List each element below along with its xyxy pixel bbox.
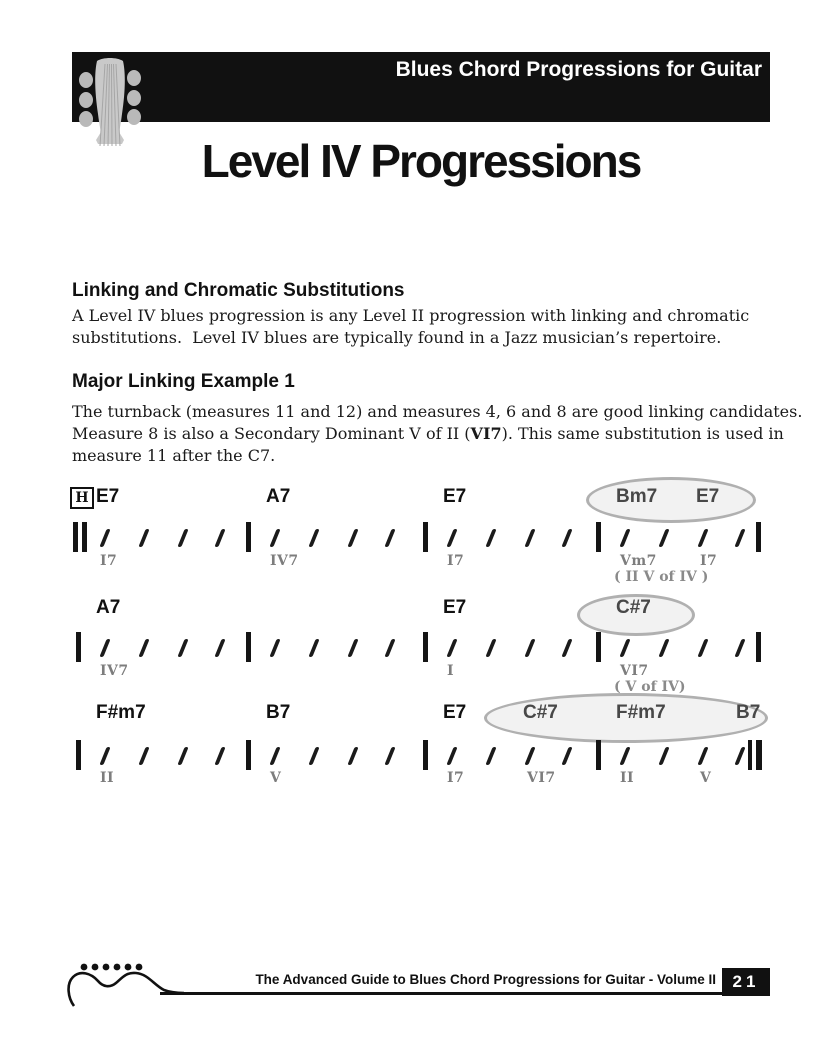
paragraph-text: substitutions. Level IV blues are typically found in a Jazz musician’s repertoire. bbox=[72, 328, 722, 347]
numeral-label: IV7 bbox=[270, 553, 299, 569]
rhythm-slash bbox=[446, 639, 457, 657]
barline bbox=[596, 632, 601, 662]
page-number: 21 bbox=[722, 968, 770, 996]
rhythm-slash bbox=[524, 529, 535, 547]
rhythm-slash bbox=[99, 747, 110, 765]
footer-rule bbox=[160, 992, 770, 995]
rhythm-slash bbox=[347, 639, 358, 657]
rhythm-slash bbox=[269, 529, 280, 547]
chord-label: B7 bbox=[266, 702, 291, 723]
rhythm-slash bbox=[619, 747, 630, 765]
annotation-label: ( V of IV) bbox=[614, 679, 686, 695]
rhythm-slash bbox=[485, 747, 496, 765]
numeral-label: I7 bbox=[100, 553, 118, 569]
rhythm-slash bbox=[269, 639, 280, 657]
annotation-label: ( II V of IV ) bbox=[614, 569, 709, 585]
footer-title: The Advanced Guide to Blues Chord Progressions for Guitar - Volume II bbox=[255, 972, 716, 987]
chord-label: E7 bbox=[443, 597, 467, 618]
numeral-label: V bbox=[270, 770, 282, 786]
numeral-label: Vm7 bbox=[620, 553, 657, 569]
barline bbox=[748, 740, 752, 770]
rhythm-slash bbox=[308, 747, 319, 765]
rhythm-slash bbox=[308, 639, 319, 657]
barline bbox=[423, 740, 428, 770]
chord-label: F#m7 bbox=[616, 702, 666, 723]
numeral-label: II bbox=[100, 770, 115, 786]
rhythm-slash bbox=[384, 747, 395, 765]
paragraph-text: ). This same substitution is used in bbox=[501, 424, 784, 443]
rhythm-slash bbox=[734, 747, 745, 765]
rhythm-slash bbox=[524, 747, 535, 765]
rhythm-slash bbox=[658, 529, 669, 547]
barline bbox=[76, 740, 81, 770]
section-heading-example: Major Linking Example 1 bbox=[72, 371, 295, 392]
barline bbox=[423, 522, 428, 552]
numeral-label: I7 bbox=[447, 553, 465, 569]
chord-label: E7 bbox=[696, 486, 720, 507]
chord-label: E7 bbox=[443, 486, 467, 507]
rhythm-slash bbox=[446, 529, 457, 547]
barline bbox=[73, 522, 78, 552]
rhythm-slash bbox=[347, 747, 358, 765]
rhythm-slash bbox=[214, 529, 225, 547]
chord-label: C#7 bbox=[523, 702, 558, 723]
rhythm-slash bbox=[734, 529, 745, 547]
rhythm-slash bbox=[177, 639, 188, 657]
rhythm-slash bbox=[214, 639, 225, 657]
rhythm-slash bbox=[619, 639, 630, 657]
numeral-label: V bbox=[700, 770, 712, 786]
paragraph-text: The turnback (measures 11 and 12) and measures 4, 6 and 8 are good linking candidates. bbox=[72, 402, 803, 421]
numeral-label: II bbox=[620, 770, 635, 786]
rhythm-slash bbox=[524, 639, 535, 657]
rhythm-slash bbox=[619, 529, 630, 547]
rhythm-slash bbox=[485, 529, 496, 547]
rhythm-slash bbox=[697, 639, 708, 657]
numeral-label: I7 bbox=[700, 553, 718, 569]
rhythm-slash bbox=[177, 529, 188, 547]
rhythm-slash bbox=[446, 747, 457, 765]
rhythm-slash bbox=[138, 747, 149, 765]
numeral-label: VI7 bbox=[527, 770, 556, 786]
rhythm-slash bbox=[99, 529, 110, 547]
rhythm-slash bbox=[384, 639, 395, 657]
rhythm-slash bbox=[697, 529, 708, 547]
barline bbox=[756, 522, 761, 552]
rhythm-slash bbox=[347, 529, 358, 547]
chord-label: A7 bbox=[96, 597, 121, 618]
barline bbox=[246, 632, 251, 662]
paragraph-text: Measure 8 is also a Secondary Dominant V of II ( bbox=[72, 424, 471, 443]
rhythm-slash bbox=[561, 747, 572, 765]
barline bbox=[756, 632, 761, 662]
book-title: Blues Chord Progressions for Guitar bbox=[395, 58, 762, 81]
rhythm-slash bbox=[658, 747, 669, 765]
rhythm-slash bbox=[658, 639, 669, 657]
paragraph-text: measure 11 after the C7. bbox=[72, 446, 276, 465]
chord-label: E7 bbox=[443, 702, 467, 723]
numeral-label: I7 bbox=[447, 770, 465, 786]
rhythm-slash bbox=[561, 529, 572, 547]
chord-label: F#m7 bbox=[96, 702, 146, 723]
rhythm-slash bbox=[138, 639, 149, 657]
rhythm-slash bbox=[384, 529, 395, 547]
rhythm-slash bbox=[697, 747, 708, 765]
barline bbox=[423, 632, 428, 662]
guitar-body-icon bbox=[64, 956, 184, 1008]
chord-label: C#7 bbox=[616, 597, 651, 618]
barline bbox=[246, 740, 251, 770]
numeral-label: VI7 bbox=[620, 663, 649, 679]
substitution-ellipse bbox=[586, 477, 756, 523]
paragraph-text: A Level IV blues progression is any Level II progression with linking and chromatic bbox=[72, 306, 750, 325]
chord-label: B7 bbox=[736, 702, 761, 723]
section-heading-linking: Linking and Chromatic Substitutions bbox=[72, 280, 405, 301]
rhythm-slash bbox=[138, 529, 149, 547]
numeral-label: I bbox=[447, 663, 455, 679]
rehearsal-mark: H bbox=[70, 487, 94, 509]
rhythm-slash bbox=[485, 639, 496, 657]
rhythm-slash bbox=[561, 639, 572, 657]
rhythm-slash bbox=[177, 747, 188, 765]
chord-label: Bm7 bbox=[616, 486, 658, 507]
barline bbox=[756, 740, 762, 770]
barline bbox=[596, 740, 601, 770]
chord-label: E7 bbox=[96, 486, 120, 507]
barline bbox=[82, 522, 87, 552]
numeral-label: IV7 bbox=[100, 663, 129, 679]
chord-label: A7 bbox=[266, 486, 291, 507]
rhythm-slash bbox=[734, 639, 745, 657]
page-title: Level IV Progressions bbox=[201, 135, 641, 187]
barline bbox=[596, 522, 601, 552]
rhythm-slash bbox=[214, 747, 225, 765]
rhythm-slash bbox=[99, 639, 110, 657]
bold-term: VI7 bbox=[470, 424, 502, 443]
rhythm-slash bbox=[308, 529, 319, 547]
barline bbox=[246, 522, 251, 552]
rhythm-slash bbox=[269, 747, 280, 765]
barline bbox=[76, 632, 81, 662]
